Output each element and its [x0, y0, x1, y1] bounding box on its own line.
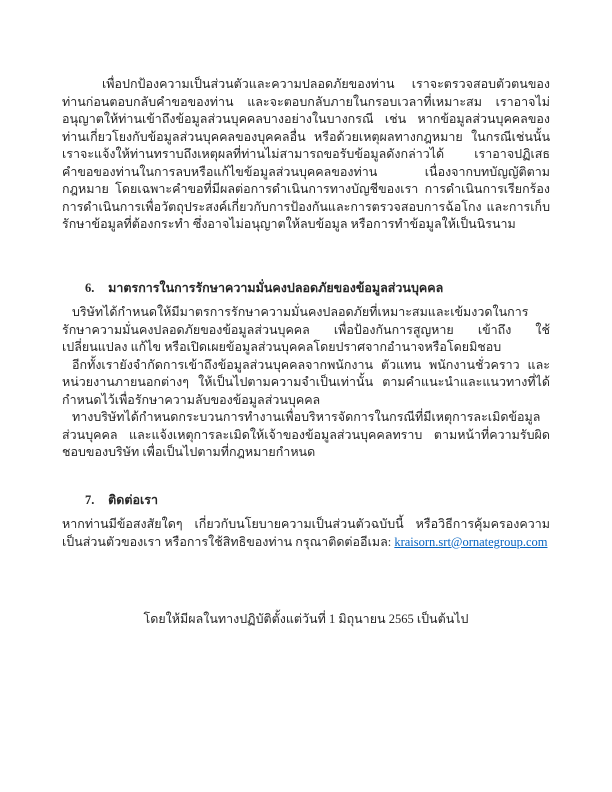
- section-6-title: มาตรการในการรักษาความมั่นคงปลอดภัยของข้อมูลส่วนบุคคล: [108, 280, 444, 295]
- intro-paragraph: เพื่อปกป้องความเป็นส่วนตัวและความปลอดภัยของท่าน เราจะตรวจสอบตัวตนของท่านก่อนตอบกลับคำขอของท่าน และจะตอบกลับภายในกรอบเวลาที่เหมาะสม เราอาจไม่อนุญาตให้ท่านเข้าถึงข้อมูลส่วนบุคคลบางอย่างในบางกรณี เช่น หากข้อมูลส่วนบุคคลของท่านเกี่ยวโยงกับข้อมูลส่วนบุคคลของบุคคลอื่น หรือด้วยเหตุผลทางกฎหมาย ในกรณีเช่นนั้น เราจะแจ้งให้ท่านทราบถึงเหตุผลที่ท่านไม่สามารถขอรับข้อมูลดังกล่าวได้ เราอาจปฏิเสธคำขอของท่านในการลบหรือแก้ไขข้อมูลส่วนบุคคลของท่าน เนื่องจากบทบัญญัติตามกฎหมาย โดยเฉพาะคำขอที่มีผลต่อการดำเนินการทางบัญชีของเรา การดำเนินการเรียกร้อง การดำเนินการเพื่อวัตถุประสงค์เกี่ยวกับการป้องกันและการตรวจสอบการฉ้อโกง และการเก็บรักษาข้อมูลที่ต้องกระทำ ซึ่งอาจไม่อนุญาตให้ลบข้อมูล หรือการทำข้อมูลให้เป็นนิรนาม: [62, 77, 550, 231]
- contact-paragraph: [62, 516, 550, 551]
- section-7-title: ติดต่อเรา: [108, 492, 158, 507]
- section-7-number: 7.: [85, 492, 95, 507]
- section-6-heading: [85, 280, 550, 298]
- section-7-heading: [85, 492, 550, 510]
- section-6-number: 6.: [85, 280, 95, 295]
- email-link[interactable]: kraisorn.srt@ornategroup.com: [394, 534, 548, 549]
- contact-paragraph-text: หากท่านมีข้อสงสัยใดๆ เกี่ยวกับนโยบายความเป็นส่วนตัวฉบับนี้ หรือวิธีการคุ้มครองความเป็นส่วนตัวของเรา หรือการใช้สิทธิของท่าน กรุณาติดต่ออีเมล:: [62, 517, 550, 549]
- section-6-paragraph-3: ทางบริษัทได้กำหนดกระบวนการทำงานเพื่อบริหารจัดการในกรณีที่มีเหตุการละเมิดข้อมูลส่วนบุคคล และแจ้งเหตุการละเมิดให้เจ้าของข้อมูลส่วนบุคคลทราบ ตามหน้าที่ความรับผิดชอบของบริษัท เพื่อเป็นไปตามที่กฎหมายกำหนด: [62, 410, 550, 459]
- section-6-paragraph-1: บริษัทได้กำหนดให้มีมาตรการรักษาความมั่นคงปลอดภัยที่เหมาะสมและเข้มงวดในการรักษาความมั่นคงปลอดภัยของข้อมูลส่วนบุคคล เพื่อป้องกันการสูญหาย เข้าถึง ใช้ เปลี่ยนแปลง แก้ไข หรือเปิดเผยข้อมูลส่วนบุคคลโดยปราศจากอำนาจหรือโดยมิชอบ: [62, 305, 550, 354]
- effective-date-note: โดยให้มีผลในทางปฏิบัติตั้งแต่วันที่ 1 มิถุนายน 2565 เป็นต้นไป: [143, 612, 469, 626]
- section-6-paragraph-2: อีกทั้งเรายังจำกัดการเข้าถึงข้อมูลส่วนบุคคลจากพนักงาน ตัวแทน พนักงานชั่วคราว และหน่วยงานภายนอกต่างๆ ให้เป็นไปตามความจำเป็นเท่านั้น ตามคำแนะนำและแนวทางที่ได้กำหนดไว้เพื่อรักษาความลับของข้อมูลส่วนบุคคล: [62, 357, 550, 407]
